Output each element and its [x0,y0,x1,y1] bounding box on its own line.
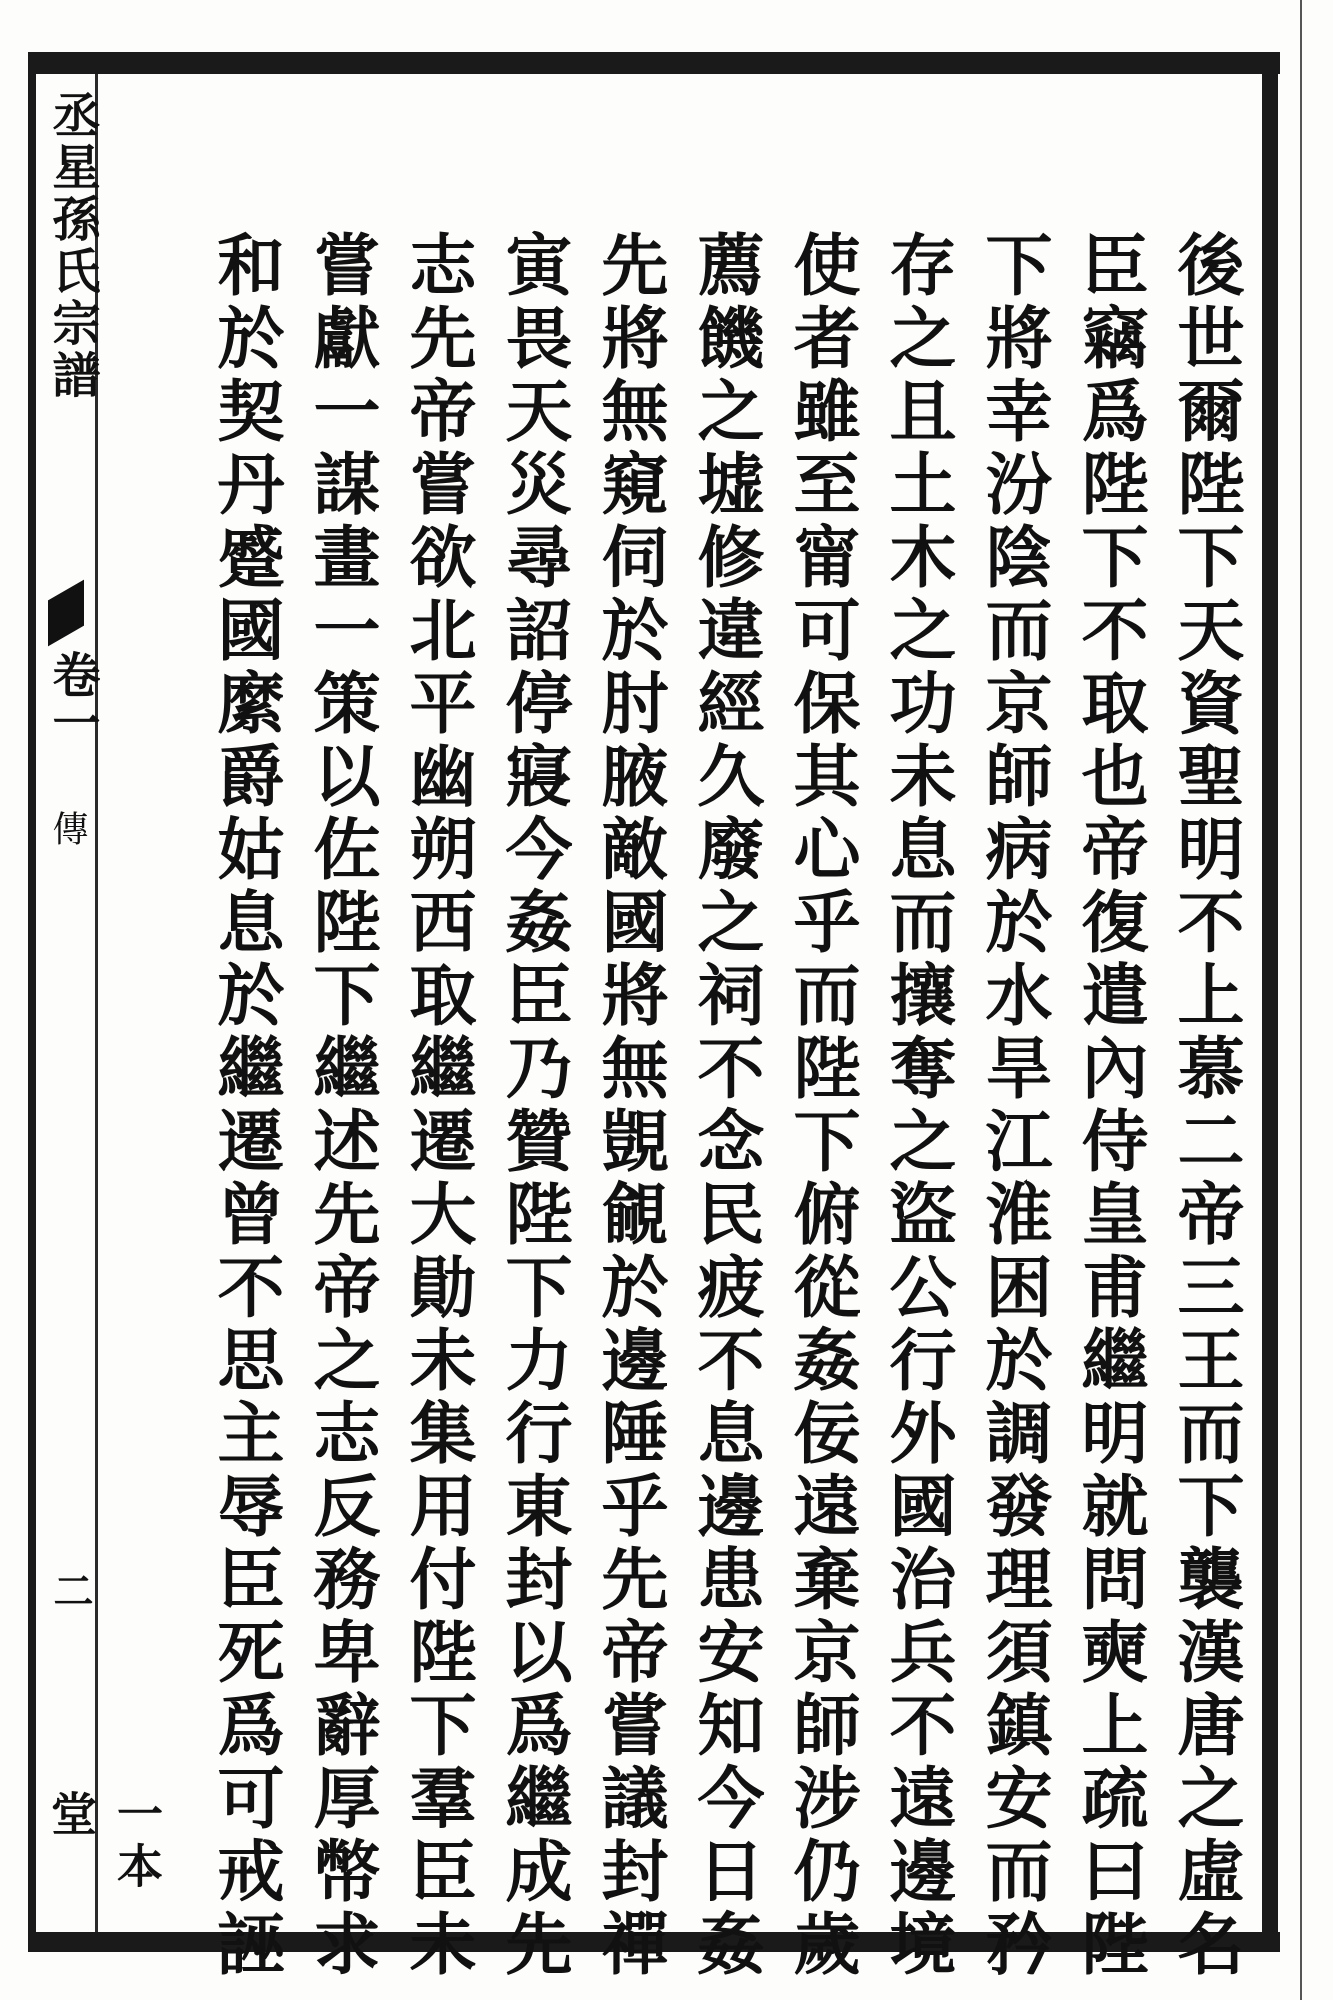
book-title: 丞星孫氏宗譜 [44,90,100,402]
margin-heading [38,90,164,1920]
text-column: 寅畏天災尋詔停寢今姦臣乃贊陛下力行東封以爲繼成先 [495,230,574,1982]
top-border-rule [28,52,1280,74]
text-column: 志先帝嘗欲北平幽朔西取繼遷大勛未集用付陛下羣臣未 [399,230,478,1982]
text-column: 使者雖至甯可保其心乎而陛下俯從姦佞遠棄京師涉仍歲 [783,230,862,1982]
text-column: 嘗獻一謀畫一策以佐陛下繼述先帝之志反務卑辭厚幣求 [303,230,382,1982]
hall-name: 一本堂 [44,1790,164,1894]
text-column: 臣竊爲陛下不取也帝復遣內侍皇甫繼明就問奭上疏曰陛 [1071,230,1150,1982]
text-column: 下將幸汾陰而京師病於水旱江淮困於調發理須鎮安而矜 [975,230,1054,1982]
section-label: 傳 [47,810,88,846]
left-border-rule [28,52,36,1952]
text-column: 先將無窺伺於肘腋敵國將無覬覦於邊陲乎先帝嘗議封禪 [591,230,670,1982]
text-column: 後世爾陛下天資聖明不上慕二帝三王而下襲漢唐之虛名 [1167,230,1246,1982]
text-column: 和於契丹蹙國縻爵姑息於繼遷曾不思主辱臣死爲可戒誣 [207,230,286,1982]
text-column: 存之且土木之功未息而攘奪之盜公行外國治兵不遠邊境 [879,230,958,1982]
text-column: 薦饑之墟修違經久廢之祠不念民疲不息邊患安知今日姦 [687,230,766,1982]
fishtail-mark [48,580,84,647]
volume-label: 卷一 [44,650,100,746]
right-border-rule [1262,52,1278,1952]
page-number: 二 [47,1570,94,1610]
page-edge-line [1300,0,1302,2000]
